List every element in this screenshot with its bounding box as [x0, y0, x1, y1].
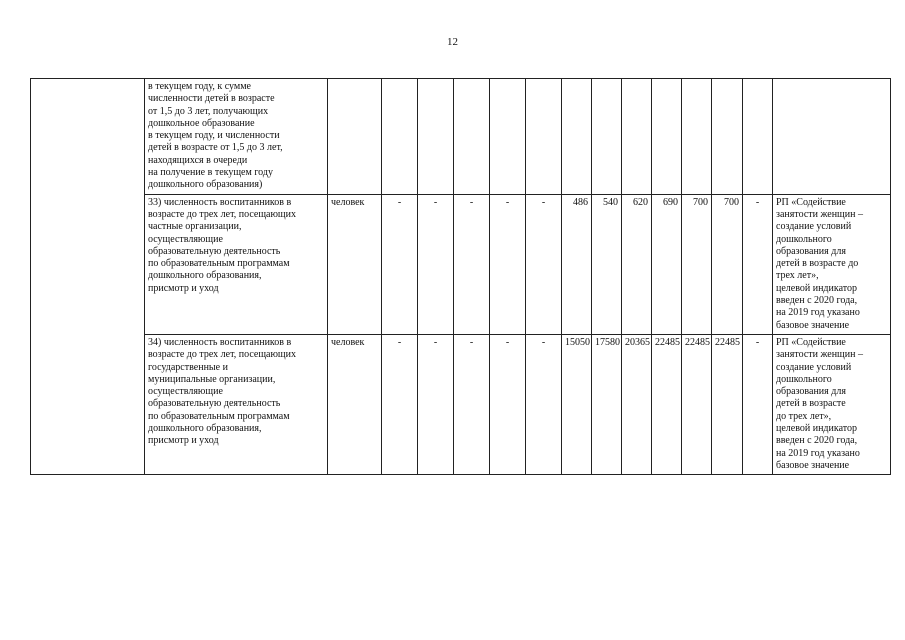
note-line: введен с 2020 года,	[776, 435, 858, 447]
note-line: занятости женщин –	[776, 208, 863, 220]
description-line: в текущем году, к сумме	[148, 81, 251, 92]
description-line: присмотр и уход	[148, 282, 219, 294]
value-cell: -	[490, 334, 526, 474]
table-row	[31, 334, 891, 474]
unit-cell: человек	[328, 194, 382, 334]
note-line: образования для	[776, 386, 846, 398]
note-cell	[773, 334, 891, 474]
table-body	[31, 79, 891, 475]
value-cell: 22485	[712, 334, 743, 474]
description-line: присмотр и уход	[148, 435, 219, 447]
description-line: на получение в текущем году	[148, 167, 273, 179]
status-cell	[743, 79, 773, 195]
value-cell: -	[382, 194, 418, 334]
description-line: 33) численность воспитанников в	[148, 196, 292, 208]
description-line: дошкольного образования,	[148, 270, 262, 282]
value-cell	[454, 79, 490, 195]
note-line: РП «Содействие	[776, 336, 846, 348]
note-line: введен с 2020 года,	[776, 295, 858, 307]
value-cell: 700	[682, 194, 712, 334]
note-line: базовое значение	[776, 459, 850, 471]
description-line: от 1,5 до 3 лет, получающих	[148, 105, 269, 117]
description-line: возрасте до трех лет, посещающих	[148, 349, 296, 361]
value-cell: 486	[562, 194, 592, 334]
note-line: занятости женщин –	[776, 349, 863, 361]
note-line: на 2019 год указано	[776, 447, 860, 459]
note-line: создание условий	[776, 221, 852, 233]
note-line: трех лет»,	[776, 270, 819, 282]
note-line: РП «Содействие	[776, 196, 846, 208]
note-cell	[773, 79, 891, 195]
description-line: дошкольное образование	[148, 117, 255, 129]
indicator-description	[145, 334, 328, 474]
value-cell: 540	[592, 194, 622, 334]
value-cell: 620	[622, 194, 652, 334]
unit-cell	[328, 79, 382, 195]
value-cell: 17580	[592, 334, 622, 474]
description-line: государственные и	[148, 361, 228, 373]
note-line: создание условий	[776, 361, 852, 373]
description-line: образовательную деятельность	[148, 245, 281, 257]
value-cell: 22485	[652, 334, 682, 474]
description-line: находящихся в очереди	[148, 154, 248, 166]
value-cell: -	[418, 334, 454, 474]
value-cell	[382, 79, 418, 195]
note-line: базовое значение	[776, 319, 850, 331]
value-cell: -	[454, 334, 490, 474]
value-cell: 22485	[682, 334, 712, 474]
description-line: частные организации,	[148, 221, 242, 233]
note-line: дошкольного	[776, 373, 832, 385]
note-cell	[773, 194, 891, 334]
description-line: по образовательным программам	[148, 410, 290, 422]
note-line: образования для	[776, 245, 846, 257]
description-line: дошкольного образования,	[148, 423, 262, 435]
note-line: дошкольного	[776, 233, 832, 245]
description-line: возрасте до трех лет, посещающих	[148, 208, 296, 220]
unit-cell: человек	[328, 334, 382, 474]
value-cell: 700	[712, 194, 743, 334]
value-cell	[418, 79, 454, 195]
value-cell: -	[382, 334, 418, 474]
note-line: детей в возрасте до	[776, 258, 859, 270]
indicators-table	[30, 78, 891, 475]
table-row	[31, 79, 891, 195]
note-line: детей в возрасте	[776, 398, 846, 410]
description-line: осуществляющие	[148, 233, 223, 245]
description-line: 34) численность воспитанников в	[148, 336, 292, 348]
value-cell: 15050	[562, 334, 592, 474]
value-cell: -	[418, 194, 454, 334]
value-cell	[712, 79, 743, 195]
status-cell: -	[743, 194, 773, 334]
description-line: муниципальные организации,	[148, 373, 276, 385]
value-cell: 690	[652, 194, 682, 334]
description-line: образовательную деятельность	[148, 398, 281, 410]
description-line: в текущем году, и численности	[148, 130, 280, 142]
note-line: на 2019 год указано	[776, 307, 860, 319]
note-line: до трех лет»,	[776, 410, 832, 422]
value-cell	[652, 79, 682, 195]
value-cell: -	[526, 194, 562, 334]
description-line: дошкольного образования)	[148, 179, 263, 191]
value-cell: -	[490, 194, 526, 334]
description-line: осуществляющие	[148, 386, 223, 398]
value-cell	[562, 79, 592, 195]
page-number: 12	[447, 36, 458, 48]
table-row	[31, 194, 891, 334]
value-cell: 20365	[622, 334, 652, 474]
description-line: детей в возрасте от 1,5 до 3 лет,	[148, 142, 283, 154]
value-cell	[592, 79, 622, 195]
value-cell	[622, 79, 652, 195]
description-line: численности детей в возрасте	[148, 93, 275, 105]
value-cell	[682, 79, 712, 195]
section-column-cell	[31, 79, 145, 475]
value-cell: -	[454, 194, 490, 334]
indicator-description	[145, 194, 328, 334]
value-cell	[526, 79, 562, 195]
indicator-description	[145, 79, 328, 195]
note-line: целевой индикатор	[776, 282, 857, 294]
status-cell: -	[743, 334, 773, 474]
value-cell: -	[526, 334, 562, 474]
description-line: по образовательным программам	[148, 258, 290, 270]
value-cell	[490, 79, 526, 195]
note-line: целевой индикатор	[776, 423, 857, 435]
